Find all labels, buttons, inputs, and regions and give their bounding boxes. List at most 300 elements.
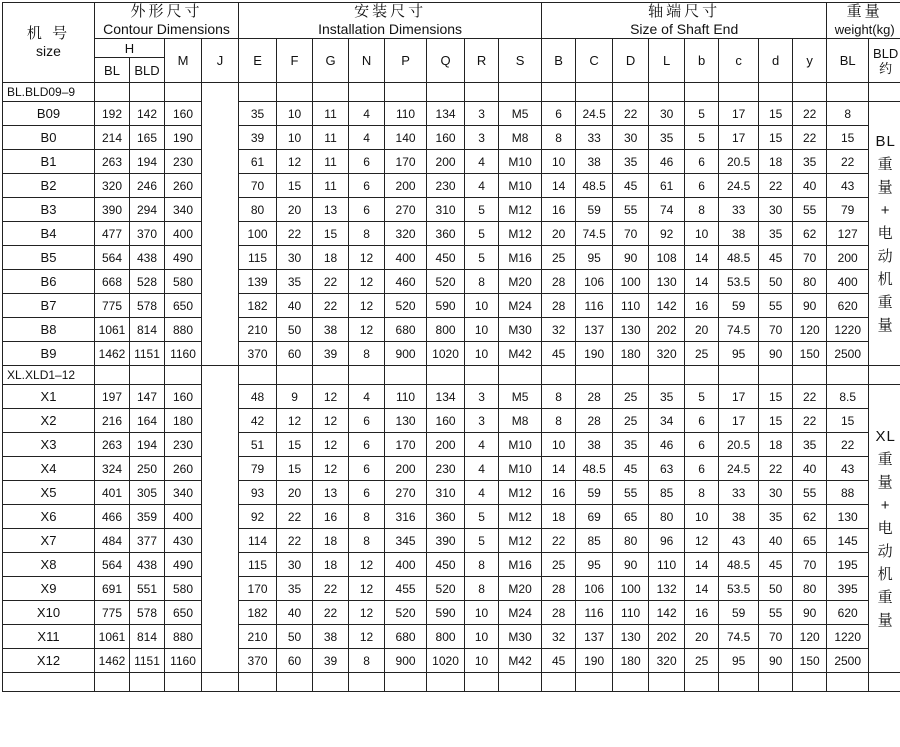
cell-shaft-y: 55	[793, 481, 827, 505]
cell-h-bl: 320	[95, 174, 130, 198]
cell-r: 3	[465, 126, 499, 150]
cell-m: 400	[165, 505, 202, 529]
cell-shaft-b: 10	[542, 433, 576, 457]
blank-cell	[649, 366, 685, 385]
cell-shaft-d: 80	[613, 529, 649, 553]
cell-f: 40	[277, 601, 313, 625]
cell-shaft-c-lower: 17	[719, 102, 759, 126]
model-cell: B2	[3, 174, 95, 198]
model-cell: B0	[3, 126, 95, 150]
cell-shaft-c: 106	[576, 270, 613, 294]
cell-g: 15	[313, 222, 349, 246]
cell-shaft-d-lower: 30	[759, 198, 793, 222]
cell-s: M24	[499, 601, 542, 625]
cell-h-bld: 194	[130, 150, 165, 174]
cell-shaft-c: 95	[576, 246, 613, 270]
cell-weight-bl: 88	[827, 481, 869, 505]
cell-m: 230	[165, 433, 202, 457]
cell-e: 139	[239, 270, 277, 294]
cell-shaft-d-lower: 90	[759, 649, 793, 673]
cell-n: 4	[349, 102, 385, 126]
blank-cell	[793, 673, 827, 692]
cell-shaft-d: 55	[613, 481, 649, 505]
cell-f: 50	[277, 318, 313, 342]
cell-weight-bl: 15	[827, 409, 869, 433]
cell-weight-bl: 8	[827, 102, 869, 126]
cell-h-bl: 1061	[95, 625, 130, 649]
cell-shaft-c: 48.5	[576, 174, 613, 198]
cell-f: 40	[277, 294, 313, 318]
cell-shaft-b-lower: 20	[685, 318, 719, 342]
cell-g: 12	[313, 385, 349, 409]
cell-r: 5	[465, 505, 499, 529]
cell-p: 400	[385, 553, 427, 577]
cell-e: 370	[239, 342, 277, 366]
col-header-p: P	[385, 39, 427, 83]
cell-shaft-d-lower: 45	[759, 553, 793, 577]
cell-shaft-b: 45	[542, 342, 576, 366]
cell-shaft-b: 28	[542, 577, 576, 601]
cell-shaft-d-lower: 18	[759, 150, 793, 174]
blank-cell	[277, 83, 313, 102]
cell-q: 1020	[427, 342, 465, 366]
weight-note-line: 重	[869, 291, 900, 314]
cell-weight-bl: 400	[827, 270, 869, 294]
cell-f: 60	[277, 649, 313, 673]
installation-header-en: Installation Dimensions	[239, 21, 541, 38]
cell-s: M20	[499, 270, 542, 294]
blank-cell	[385, 83, 427, 102]
cell-h-bld: 578	[130, 294, 165, 318]
model-cell: X12	[3, 649, 95, 673]
weight-note-line: XL	[869, 425, 900, 448]
cell-s: M30	[499, 625, 542, 649]
cell-h-bld: 147	[130, 385, 165, 409]
cell-g: 39	[313, 649, 349, 673]
blank-cell	[719, 673, 759, 692]
contour-header	[95, 3, 239, 39]
cell-s: M16	[499, 246, 542, 270]
cell-shaft-l: 80	[649, 505, 685, 529]
cell-shaft-b-lower: 16	[685, 601, 719, 625]
blank-cell	[313, 673, 349, 692]
blank-cell	[759, 673, 793, 692]
cell-shaft-l: 85	[649, 481, 685, 505]
cell-g: 18	[313, 246, 349, 270]
table-row	[3, 577, 900, 601]
model-cell: X3	[3, 433, 95, 457]
cell-e: 61	[239, 150, 277, 174]
cell-g: 39	[313, 342, 349, 366]
cell-shaft-l: 63	[649, 457, 685, 481]
blank-cell	[3, 673, 95, 692]
cell-shaft-y: 22	[793, 126, 827, 150]
cell-e: 182	[239, 601, 277, 625]
model-cell: X9	[3, 577, 95, 601]
cell-shaft-b-lower: 5	[685, 102, 719, 126]
cell-shaft-c-lower: 38	[719, 222, 759, 246]
cell-s: M30	[499, 318, 542, 342]
cell-shaft-y: 120	[793, 625, 827, 649]
cell-n: 6	[349, 174, 385, 198]
col-header-g: G	[313, 39, 349, 83]
model-cell: B9	[3, 342, 95, 366]
col-header-shaft-d: D	[613, 39, 649, 83]
cell-g: 13	[313, 198, 349, 222]
col-header-shaft-b-lower: b	[685, 39, 719, 83]
cell-g: 22	[313, 577, 349, 601]
col-header-h-bld: BLD	[130, 58, 165, 83]
cell-shaft-c: 95	[576, 553, 613, 577]
cell-r: 4	[465, 481, 499, 505]
weight-note-line: +	[869, 199, 900, 222]
cell-s: M42	[499, 342, 542, 366]
cell-shaft-c: 69	[576, 505, 613, 529]
col-header-shaft-c: C	[576, 39, 613, 83]
blank-cell	[130, 673, 165, 692]
cell-p: 320	[385, 222, 427, 246]
cell-p: 130	[385, 409, 427, 433]
blank-cell	[719, 83, 759, 102]
table-row	[3, 150, 900, 174]
cell-h-bld: 359	[130, 505, 165, 529]
blank-cell	[465, 366, 499, 385]
cell-e: 93	[239, 481, 277, 505]
blank-cell	[202, 83, 239, 102]
cell-shaft-d: 90	[613, 553, 649, 577]
cell-h-bl: 564	[95, 246, 130, 270]
cell-shaft-d: 65	[613, 505, 649, 529]
cell-e: 115	[239, 246, 277, 270]
weight-note-line: 量	[869, 609, 900, 632]
h-group-header: H	[95, 39, 165, 58]
cell-h-bld: 528	[130, 270, 165, 294]
cell-shaft-b-lower: 25	[685, 649, 719, 673]
cell-shaft-c: 24.5	[576, 102, 613, 126]
blank-cell	[685, 366, 719, 385]
cell-e: 35	[239, 102, 277, 126]
col-header-f: F	[277, 39, 313, 83]
cell-weight-bl: 2500	[827, 342, 869, 366]
cell-shaft-d-lower: 35	[759, 222, 793, 246]
cell-h-bld: 142	[130, 102, 165, 126]
cell-shaft-d: 180	[613, 342, 649, 366]
cell-shaft-c-lower: 33	[719, 198, 759, 222]
cell-shaft-d: 100	[613, 577, 649, 601]
cell-shaft-y: 40	[793, 174, 827, 198]
cell-shaft-y: 40	[793, 457, 827, 481]
cell-p: 110	[385, 102, 427, 126]
cell-shaft-b: 8	[542, 409, 576, 433]
cell-e: 210	[239, 318, 277, 342]
cell-shaft-y: 70	[793, 553, 827, 577]
cell-p: 400	[385, 246, 427, 270]
cell-q: 520	[427, 577, 465, 601]
cell-h-bld: 551	[130, 577, 165, 601]
cell-h-bl: 1462	[95, 342, 130, 366]
cell-shaft-b: 10	[542, 150, 576, 174]
cell-shaft-b-lower: 6	[685, 409, 719, 433]
cell-shaft-d-lower: 55	[759, 294, 793, 318]
cell-weight-bl: 130	[827, 505, 869, 529]
cell-r: 8	[465, 553, 499, 577]
cell-shaft-y: 22	[793, 409, 827, 433]
cell-weight-bl: 620	[827, 601, 869, 625]
cell-shaft-b-lower: 14	[685, 577, 719, 601]
cell-shaft-d: 30	[613, 126, 649, 150]
cell-shaft-l: 30	[649, 102, 685, 126]
col-header-r: R	[465, 39, 499, 83]
cell-shaft-d: 130	[613, 625, 649, 649]
cell-shaft-b-lower: 12	[685, 529, 719, 553]
cell-f: 50	[277, 625, 313, 649]
cell-shaft-l: 46	[649, 433, 685, 457]
cell-m: 650	[165, 294, 202, 318]
cell-shaft-c-lower: 59	[719, 294, 759, 318]
cell-e: 114	[239, 529, 277, 553]
cell-m: 880	[165, 318, 202, 342]
blank-cell	[202, 366, 239, 385]
cell-f: 15	[277, 457, 313, 481]
model-cell: B8	[3, 318, 95, 342]
cell-f: 9	[277, 385, 313, 409]
table-row	[3, 649, 900, 673]
cell-shaft-y: 80	[793, 577, 827, 601]
cell-shaft-d-lower: 18	[759, 433, 793, 457]
cell-shaft-b: 28	[542, 270, 576, 294]
cell-weight-bl: 22	[827, 150, 869, 174]
cell-shaft-b: 28	[542, 601, 576, 625]
cell-shaft-b-lower: 6	[685, 174, 719, 198]
cell-shaft-c-lower: 17	[719, 409, 759, 433]
cell-shaft-y: 22	[793, 102, 827, 126]
blank-cell	[239, 366, 277, 385]
cell-shaft-c: 59	[576, 481, 613, 505]
cell-m: 490	[165, 553, 202, 577]
cell-shaft-d-lower: 15	[759, 385, 793, 409]
blank-cell	[95, 83, 130, 102]
blank-cell	[499, 673, 542, 692]
cell-shaft-c-lower: 48.5	[719, 553, 759, 577]
blank-cell	[130, 366, 165, 385]
cell-r: 5	[465, 198, 499, 222]
blank-cell	[499, 366, 542, 385]
weight-note-line: 机	[869, 563, 900, 586]
cell-r: 4	[465, 457, 499, 481]
cell-n: 6	[349, 198, 385, 222]
cell-shaft-d: 180	[613, 649, 649, 673]
cell-q: 310	[427, 481, 465, 505]
cell-m: 400	[165, 222, 202, 246]
cell-shaft-c: 74.5	[576, 222, 613, 246]
cell-shaft-c: 85	[576, 529, 613, 553]
cell-q: 160	[427, 126, 465, 150]
cell-h-bld: 305	[130, 481, 165, 505]
cell-n: 8	[349, 529, 385, 553]
cell-r: 8	[465, 577, 499, 601]
weight-note-line: +	[869, 494, 900, 517]
cell-shaft-d: 22	[613, 102, 649, 126]
cell-shaft-y: 80	[793, 270, 827, 294]
cell-m: 340	[165, 198, 202, 222]
cell-e: 100	[239, 222, 277, 246]
cell-j	[202, 385, 239, 673]
cell-weight-bl: 15	[827, 126, 869, 150]
blank-cell	[499, 83, 542, 102]
cell-m: 880	[165, 625, 202, 649]
blank-cell	[165, 83, 202, 102]
cell-h-bld: 1151	[130, 649, 165, 673]
cell-g: 11	[313, 174, 349, 198]
cell-shaft-b: 14	[542, 174, 576, 198]
cell-shaft-d: 90	[613, 246, 649, 270]
cell-g: 11	[313, 150, 349, 174]
cell-p: 110	[385, 385, 427, 409]
cell-e: 70	[239, 174, 277, 198]
model-cell: X5	[3, 481, 95, 505]
cell-n: 8	[349, 342, 385, 366]
weight-note-line: 动	[869, 245, 900, 268]
cell-s: M12	[499, 481, 542, 505]
model-cell: B7	[3, 294, 95, 318]
table-row	[3, 553, 900, 577]
cell-s: M24	[499, 294, 542, 318]
cell-shaft-b: 16	[542, 481, 576, 505]
cell-g: 12	[313, 409, 349, 433]
cell-m: 1160	[165, 342, 202, 366]
cell-shaft-y: 90	[793, 294, 827, 318]
cell-shaft-c-lower: 74.5	[719, 318, 759, 342]
cell-r: 10	[465, 601, 499, 625]
cell-shaft-b: 25	[542, 246, 576, 270]
cell-shaft-y: 150	[793, 649, 827, 673]
cell-s: M12	[499, 505, 542, 529]
cell-n: 4	[349, 385, 385, 409]
cell-shaft-c-lower: 59	[719, 601, 759, 625]
cell-shaft-b: 8	[542, 126, 576, 150]
cell-shaft-d-lower: 90	[759, 342, 793, 366]
cell-h-bl: 390	[95, 198, 130, 222]
blank-cell	[165, 366, 202, 385]
cell-r: 10	[465, 649, 499, 673]
cell-m: 1160	[165, 649, 202, 673]
cell-r: 4	[465, 174, 499, 198]
cell-n: 6	[349, 150, 385, 174]
cell-shaft-d-lower: 55	[759, 601, 793, 625]
cell-shaft-c-lower: 24.5	[719, 174, 759, 198]
cell-e: 80	[239, 198, 277, 222]
cell-e: 79	[239, 457, 277, 481]
cell-r: 3	[465, 409, 499, 433]
table-row	[3, 174, 900, 198]
cell-shaft-b: 22	[542, 529, 576, 553]
cell-h-bl: 263	[95, 150, 130, 174]
model-cell: B09	[3, 102, 95, 126]
blank-cell	[130, 83, 165, 102]
cell-h-bld: 578	[130, 601, 165, 625]
cell-e: 39	[239, 126, 277, 150]
contour-header-en: Contour Dimensions	[95, 21, 238, 38]
cell-m: 580	[165, 270, 202, 294]
cell-shaft-b-lower: 14	[685, 553, 719, 577]
cell-shaft-l: 46	[649, 150, 685, 174]
cell-shaft-c-lower: 74.5	[719, 625, 759, 649]
blank-cell	[349, 673, 385, 692]
cell-shaft-y: 22	[793, 385, 827, 409]
cell-weight-bl: 145	[827, 529, 869, 553]
cell-j	[202, 102, 239, 366]
blank-cell	[759, 83, 793, 102]
cell-shaft-y: 35	[793, 150, 827, 174]
cell-shaft-l: 92	[649, 222, 685, 246]
contour-header-cn: 外形尺寸	[95, 3, 238, 21]
model-cell: X2	[3, 409, 95, 433]
cell-q: 360	[427, 505, 465, 529]
cell-q: 800	[427, 625, 465, 649]
cell-shaft-b-lower: 14	[685, 270, 719, 294]
model-cell: X11	[3, 625, 95, 649]
cell-n: 12	[349, 246, 385, 270]
model-cell: X7	[3, 529, 95, 553]
blank-cell	[827, 673, 869, 692]
cell-shaft-y: 62	[793, 222, 827, 246]
cell-h-bld: 294	[130, 198, 165, 222]
cell-shaft-d-lower: 70	[759, 318, 793, 342]
section-label-row	[3, 83, 900, 102]
cell-q: 134	[427, 385, 465, 409]
cell-m: 260	[165, 457, 202, 481]
blank-cell	[202, 673, 239, 692]
cell-n: 12	[349, 553, 385, 577]
cell-f: 12	[277, 409, 313, 433]
cell-n: 12	[349, 294, 385, 318]
cell-weight-bl: 1220	[827, 625, 869, 649]
cell-weight-bl: 395	[827, 577, 869, 601]
blank-cell	[869, 366, 900, 385]
blank-cell	[385, 673, 427, 692]
blank-cell	[869, 83, 900, 102]
blank-cell	[165, 673, 202, 692]
blank-cell	[576, 83, 613, 102]
cell-g: 11	[313, 102, 349, 126]
table-row	[3, 409, 900, 433]
cell-shaft-b: 45	[542, 649, 576, 673]
cell-shaft-b-lower: 8	[685, 198, 719, 222]
cell-q: 200	[427, 150, 465, 174]
table-row	[3, 222, 900, 246]
cell-shaft-d: 70	[613, 222, 649, 246]
cell-shaft-c: 28	[576, 385, 613, 409]
cell-f: 22	[277, 505, 313, 529]
cell-m: 190	[165, 126, 202, 150]
cell-shaft-d-lower: 40	[759, 529, 793, 553]
cell-shaft-l: 320	[649, 649, 685, 673]
blank-cell	[793, 83, 827, 102]
installation-header-cn: 安装尺寸	[239, 3, 541, 21]
cell-shaft-d: 35	[613, 433, 649, 457]
blank-cell	[239, 83, 277, 102]
cell-h-bld: 246	[130, 174, 165, 198]
cell-q: 450	[427, 553, 465, 577]
table-row	[3, 198, 900, 222]
table-row	[3, 270, 900, 294]
cell-shaft-c: 28	[576, 409, 613, 433]
cell-shaft-b-lower: 6	[685, 433, 719, 457]
cell-g: 38	[313, 625, 349, 649]
blank-cell	[313, 366, 349, 385]
cell-f: 10	[277, 102, 313, 126]
cell-shaft-d: 25	[613, 409, 649, 433]
